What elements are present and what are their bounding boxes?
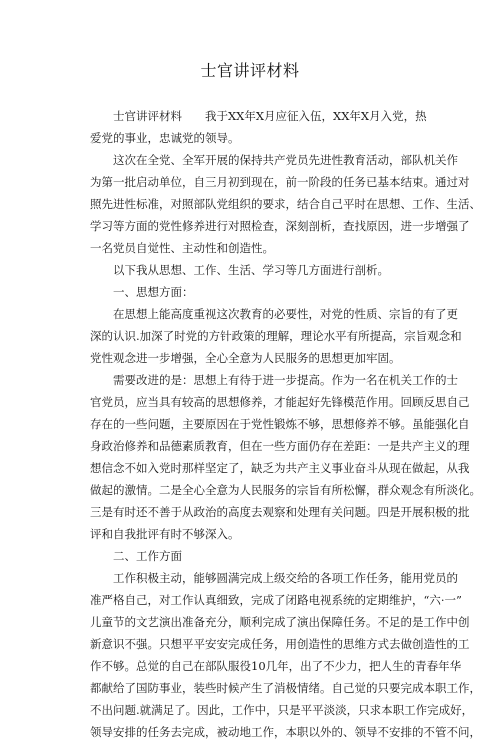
paragraph — [90, 369, 481, 545]
text-line: 在思想上能高度重视这次教育的必要性，对党的性质、宗旨的有了更 — [113, 307, 458, 321]
text-line: 新意识不强。只想平平安安完成任务，用创造性的思维方式去做创造性的工 — [90, 637, 470, 651]
text-line: 一名党员自觉性、主动性和创造性。 — [90, 241, 274, 255]
document-body — [0, 105, 500, 743]
text-line: 需要改进的是：思想上有待于进一步提高。作为一名在机关工作的士 — [113, 373, 458, 387]
text-line: 照先进性标准，对照部队党组织的要求，结合自己平时在思想、工作、生活、 — [90, 197, 481, 211]
text-line: 官党员，应当具有较高的思想修养，才能起好先锋模范作用。回顾反思自己 — [90, 395, 470, 409]
text-line: 作不够。总觉的自己在部队服役10几年，出了不少力，把人生的青春年华 — [90, 659, 462, 673]
paragraph — [90, 105, 427, 149]
text-line: 二、工作方面 — [113, 549, 182, 563]
text-line: 士官讲评材料 我于XX年X月应征入伍，XX年X月入党，热 — [113, 109, 427, 123]
section-heading — [90, 281, 414, 303]
text-line: 做起的激情。二是全心全意为人民服务的宗旨有所松懈，群众观念有所淡化。 — [90, 483, 481, 497]
text-line: 存在的一些问题，主要原因在于党性锻炼不够，思想修养不够。虽能强化自 — [90, 417, 470, 431]
text-line: 领导安排的任务去完成，被动地工作，本职以外的、领导不安排的不管不问， — [90, 725, 481, 739]
text-line: 身政治修养和品德素质教育，但在一些方面仍存在差距：一是共产主义的理 — [90, 439, 470, 453]
paragraph — [90, 567, 481, 743]
text-line: 三是有时还不善于从政治的高度去观察和处理有关问题。四是开展积极的批 — [90, 505, 470, 519]
text-line: 评和自我批评有时不够深入。 — [90, 527, 240, 541]
section-heading — [90, 545, 414, 567]
paragraph — [90, 149, 481, 259]
page-title: 士官讲评材料 — [200, 61, 300, 80]
paragraph — [90, 259, 414, 281]
text-line: 工作积极主动，能够圆满完成上级交给的各项工作任务，能用党员的 — [113, 571, 458, 585]
text-line: 以下我从思想、工作、生活、学习等几方面进行剖析。 — [113, 263, 389, 277]
text-line: 为第一批启动单位，自三月初到现在，前一阶段的任务已基本结束。通过对 — [90, 175, 470, 189]
text-line: 党性观念进一步增强，全心全意为人民服务的思想更加牢固。 — [90, 351, 401, 365]
text-line: 一、思想方面： — [113, 285, 194, 299]
text-line: 学习等方面的党性修养进行对照检查，深刻剖析，查找原因，进一步增强了 — [90, 219, 470, 233]
text-line: 儿童节的文艺演出准备充分，顺利完成了演出保障任务。不足的是工作中创 — [90, 615, 470, 629]
paragraph — [90, 303, 462, 369]
text-line: 都献给了国防事业，装些时候产生了消极情绪。自己觉的只要完成本职工作， — [90, 681, 481, 695]
text-line: 不出问题.就满足了。因此，工作中，只是平平淡淡，只求本职工作完成好， — [90, 703, 474, 717]
text-line: 准严格自己，对工作认真细致，完成了闭路电视系统的定期维护，“六·一” — [90, 593, 462, 607]
text-line: 想信念不如入党时那样坚定了，缺乏为共产主义事业奋斗从现在做起，从我 — [90, 461, 470, 475]
text-line: 这次在全党、全军开展的保持共产党员先进性教育活动，部队机关作 — [113, 153, 458, 167]
text-line: 深的认识.加深了时党的方针政策的理解，理论水平有所提高，宗旨观念和 — [90, 329, 462, 343]
text-line: 爱党的事业，忠诚党的领导。 — [90, 131, 240, 145]
